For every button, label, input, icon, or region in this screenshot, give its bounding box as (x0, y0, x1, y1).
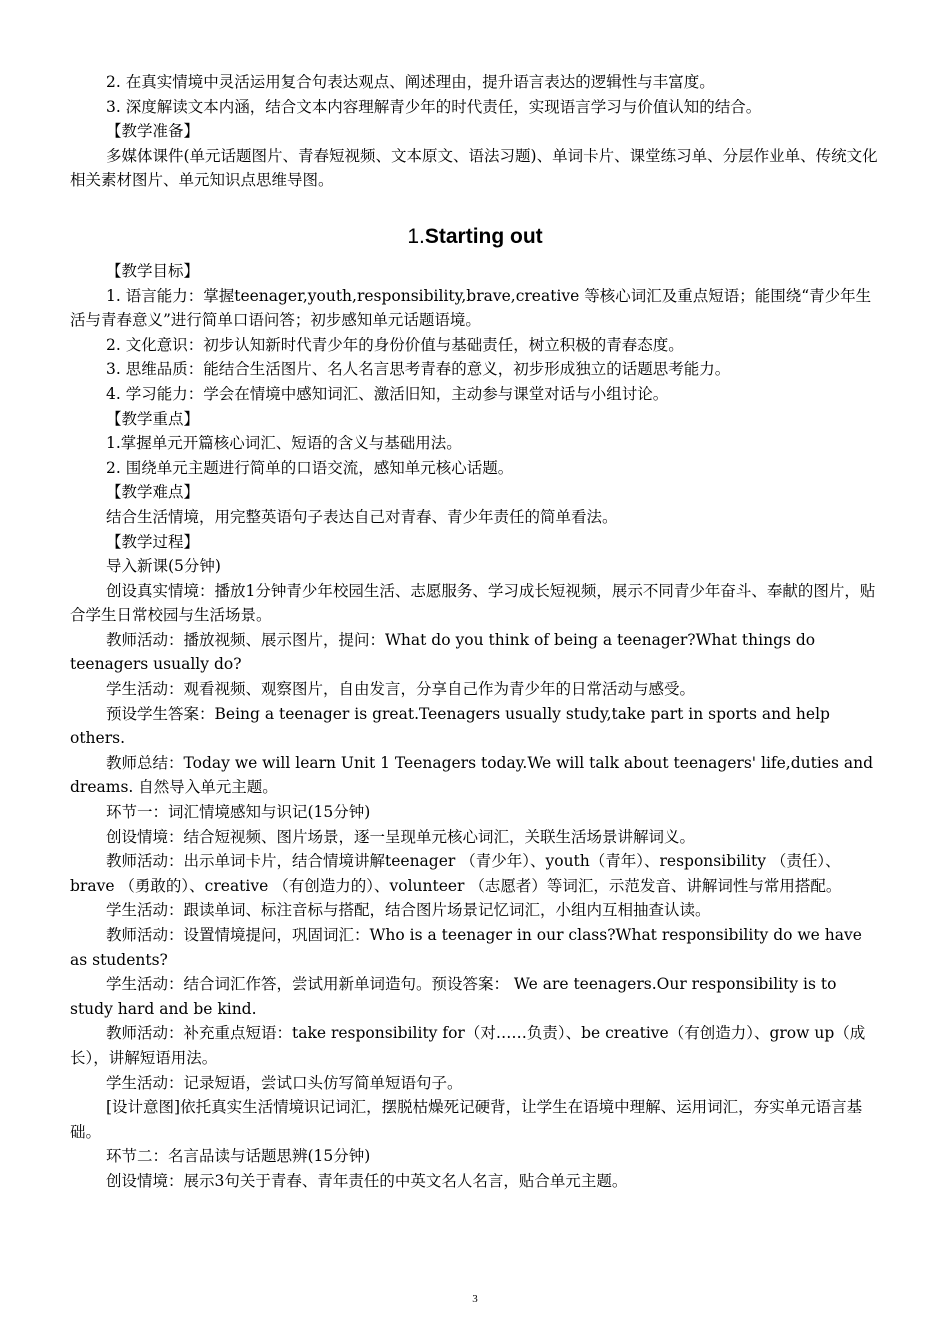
step1-teacher-1: 教师活动：出示单词卡片，结合情境讲解teenager （青少年）、youth（青年）、responsibility （责任）、brave （勇敢的）、creative （有创造力的）、volunteer （志愿者）等词汇，示范发音、讲解词性与常用搭配。 (70, 852, 842, 895)
page-number: 3 (472, 1293, 478, 1305)
lead-in-situation: 创设真实情境：播放1分钟青少年校园生活、志愿服务、学习成长短视频，展示不同青少年奋斗、奉献的图片，贴合学生日常校园与生活场景。 (70, 581, 876, 625)
key-points-title: 【教学重点】 (106, 409, 200, 428)
key-point-2: 2. 围绕单元主题进行简单的口语交流，感知单元核心话题。 (106, 458, 514, 477)
document-page (70, 70, 880, 1194)
objective-1: 1. 语言能力：掌握teenager,youth,responsibility,brave,creative 等核心词汇及重点短语；能围绕“青少年生活与青春意义”进行简单口语问答；初步感知单元话题语境。 (70, 286, 872, 330)
difficulties-text: 结合生活情境，用完整英语句子表达自己对青春、青少年责任的简单看法。 (106, 507, 618, 526)
prep-text: 多媒体课件(单元话题图片、青春短视频、文本原文、语法习题)、单词卡片、课堂练习单、分层作业单、传统文化相关素材图片、单元知识点思维导图。 (70, 146, 878, 190)
objective-4: 4. 学习能力：学会在情境中感知词汇、激活旧知，主动参与课堂对话与小组讨论。 (106, 384, 669, 403)
objective-2: 2. 文化意识：初步认知新时代青少年的身份价值与基础责任，树立积极的青春态度。 (106, 335, 684, 354)
section-title: Starting out (424, 224, 543, 248)
goal-2: 2. 在真实情境中灵活运用复合句表达观点、阐述理由，提升语言表达的逻辑性与丰富度。 (106, 73, 715, 91)
key-point-1: 1.掌握单元开篇核心词汇、短语的含义与基础用法。 (106, 434, 462, 453)
section-number: 1. (407, 224, 425, 248)
step1-situation: 创设情境：结合短视频、图片场景，逐一呈现单元核心词汇，关联生活场景讲解词义。 (106, 827, 696, 846)
lead-in-answer: 预设学生答案：Being a teenager is great.Teenagers usually study,take part in sports and help others. (70, 704, 830, 748)
step1-teacher-3: 教师活动：补充重点短语：take responsibility for（对……负责）、be creative（有创造力）、grow up（成长），讲解短语用法。 (70, 1024, 866, 1067)
lead-in-title: 导入新课(5分钟) (106, 557, 221, 576)
section-heading (70, 223, 880, 251)
objective-3: 3. 思维品质：能结合生活图片、名人名言思考青春的意义，初步形成独立的话题思考能力。 (106, 360, 731, 379)
lead-in-summary: 教师总结：Today we will learn Unit 1 Teenagers today.We will talk about teenagers' life,duties and dreams. 自然导入单元主题。 (70, 753, 874, 797)
process-title: 【教学过程】 (106, 532, 200, 551)
goal-3: 3. 深度解读文本内涵，结合文本内容理解青少年的时代责任，实现语言学习与价值认知的结合。 (106, 97, 762, 116)
step1-student-1: 学生活动：跟读单词、标注音标与搭配，结合图片场景记忆词汇，小组内互相抽查认读。 (106, 901, 711, 920)
objectives-title: 【教学目标】 (106, 261, 200, 280)
step1-student-2: 学生活动：结合词汇作答，尝试用新单词造句。预设答案： We are teenagers.Our responsibility is to study hard and be kind. (70, 975, 837, 1018)
lead-in-teacher: 教师活动：播放视频、展示图片，提问：What do you think of being a teenager?What things do teenagers usually do? (70, 630, 816, 674)
step1-student-3: 学生活动：记录短语，尝试口头仿写简单短语句子。 (106, 1073, 463, 1092)
step1-teacher-2: 教师活动：设置情境提问，巩固词汇：Who is a teenager in our class?What responsibility do we have as students? (70, 926, 862, 969)
difficulties-title: 【教学难点】 (106, 483, 200, 502)
prep-title: 【教学准备】 (106, 122, 200, 141)
step1-design-intent: [设计意图]依托真实生活情境识记词汇，摆脱枯燥死记硬背，让学生在语境中理解、运用词汇，夯实单元语言基础。 (70, 1098, 863, 1141)
step2-situation: 创设情境：展示3句关于青春、青年责任的中英文名人名言，贴合单元主题。 (106, 1171, 628, 1190)
lead-in-student: 学生活动：观看视频、观察图片，自由发言，分享自己作为青少年的日常活动与感受。 (106, 680, 696, 699)
step2-title: 环节二：名言品读与话题思辨(15分钟) (106, 1147, 371, 1166)
step1-title: 环节一：词汇情境感知与识记(15分钟) (106, 803, 371, 822)
